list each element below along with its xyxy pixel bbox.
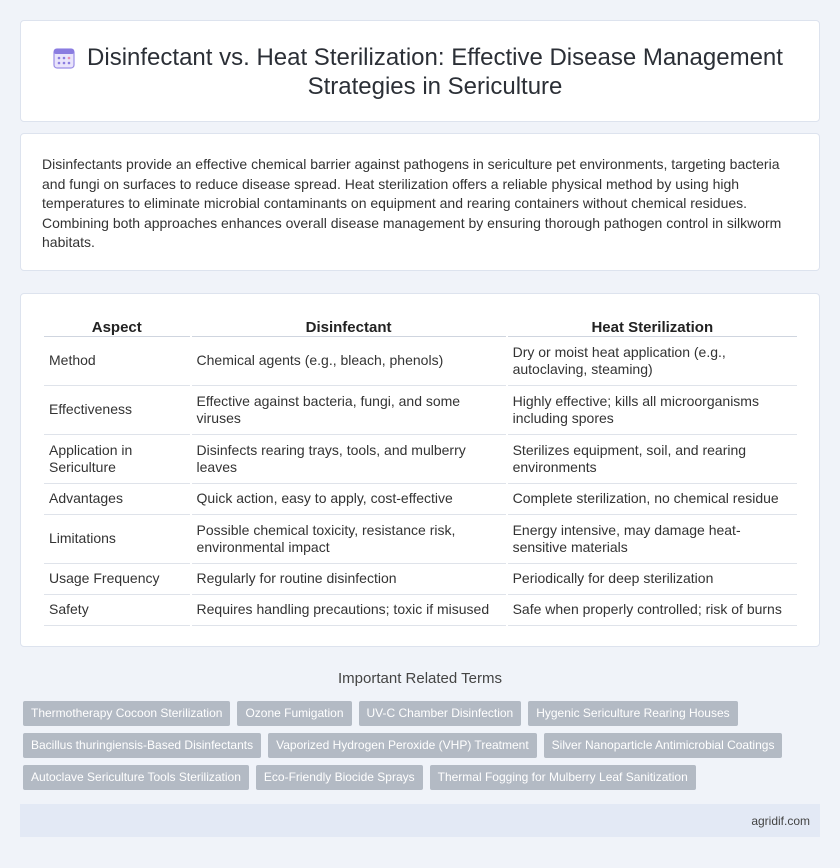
- table-header-row: [44, 317, 797, 337]
- related-terms-heading: Important Related Terms: [338, 670, 502, 687]
- table-row: [44, 337, 797, 386]
- cell-aspect: Method: [44, 337, 190, 386]
- cell-disinfectant: Disinfects rearing trays, tools, and mulberry leaves: [192, 435, 506, 484]
- cell-heat: Highly effective; kills all microorganisms including spores: [508, 386, 797, 435]
- comparison-table: [42, 317, 799, 626]
- cell-heat: Periodically for deep sterilization: [508, 564, 797, 595]
- related-term-tag[interactable]: Thermotherapy Cocoon Sterilization: [23, 701, 230, 726]
- cell-disinfectant: Effective against bacteria, fungi, and some viruses: [192, 386, 506, 435]
- related-term-tag[interactable]: Ozone Fumigation: [237, 701, 351, 726]
- cell-disinfectant: Quick action, easy to apply, cost-effective: [192, 484, 506, 515]
- related-term-tag[interactable]: Bacillus thuringiensis-Based Disinfectants: [23, 733, 261, 758]
- cell-aspect: Application in Sericulture: [44, 435, 190, 484]
- related-term-tag[interactable]: Vaporized Hydrogen Peroxide (VHP) Treatment: [268, 733, 537, 758]
- site-link[interactable]: agridif.com: [751, 814, 810, 828]
- table-row: [44, 386, 797, 435]
- cell-aspect: Limitations: [44, 515, 190, 564]
- header-aspect: Aspect: [44, 317, 190, 337]
- table-row: [44, 595, 797, 626]
- title-card: [20, 20, 820, 122]
- cell-disinfectant: Requires handling precautions; toxic if misused: [192, 595, 506, 626]
- cell-heat: Dry or moist heat application (e.g., autoclaving, steaming): [508, 337, 797, 386]
- cell-heat: Sterilizes equipment, soil, and rearing environments: [508, 435, 797, 484]
- related-term-tag[interactable]: Autoclave Sericulture Tools Sterilization: [23, 765, 249, 790]
- header-disinfectant: Disinfectant: [192, 317, 506, 337]
- tag-row: [23, 733, 823, 758]
- table-row: [44, 515, 797, 564]
- intro-card: [20, 133, 820, 271]
- cell-aspect: Safety: [44, 595, 190, 626]
- cell-aspect: Advantages: [44, 484, 190, 515]
- tag-row: [23, 701, 823, 726]
- cell-heat: Safe when properly controlled; risk of burns: [508, 595, 797, 626]
- cell-heat: Energy intensive, may damage heat-sensitive materials: [508, 515, 797, 564]
- cell-disinfectant: Chemical agents (e.g., bleach, phenols): [192, 337, 506, 386]
- footer: [20, 804, 820, 837]
- intro-paragraph: Disinfectants provide an effective chemical barrier against pathogens in sericulture pet environments, targeting bacteria and fungi on surfaces to reduce disease spread. Heat sterilization offers a reliable physical method by using high temperatures to eliminate microbial contaminants on equipment and rearing containers without chemical residues. Combining both approaches enhances overall disease management by ensuring thorough pathogen control in silkworm habitats.: [42, 156, 782, 250]
- cell-disinfectant: Possible chemical toxicity, resistance risk, environmental impact: [192, 515, 506, 564]
- comparison-card: [20, 293, 820, 647]
- related-term-tag[interactable]: Hygenic Sericulture Rearing Houses: [528, 701, 737, 726]
- cell-aspect: Effectiveness: [44, 386, 190, 435]
- related-term-tag[interactable]: Eco-Friendly Biocide Sprays: [256, 765, 423, 790]
- cell-aspect: Usage Frequency: [44, 564, 190, 595]
- related-terms-list: [23, 701, 823, 797]
- table-row: [44, 484, 797, 515]
- table-row: [44, 435, 797, 484]
- cell-disinfectant: Regularly for routine disinfection: [192, 564, 506, 595]
- page-title: Disinfectant vs. Heat Sterilization: Effective Disease Management Strategies in Sericulture: [87, 44, 783, 100]
- cell-heat: Complete sterilization, no chemical residue: [508, 484, 797, 515]
- related-term-tag[interactable]: UV-C Chamber Disinfection: [359, 701, 522, 726]
- header-heat-sterilization: Heat Sterilization: [508, 317, 797, 337]
- tag-row: [23, 765, 823, 790]
- related-term-tag[interactable]: Thermal Fogging for Mulberry Leaf Sanitization: [430, 765, 696, 790]
- related-term-tag[interactable]: Silver Nanoparticle Antimicrobial Coatings: [544, 733, 783, 758]
- table-row: [44, 564, 797, 595]
